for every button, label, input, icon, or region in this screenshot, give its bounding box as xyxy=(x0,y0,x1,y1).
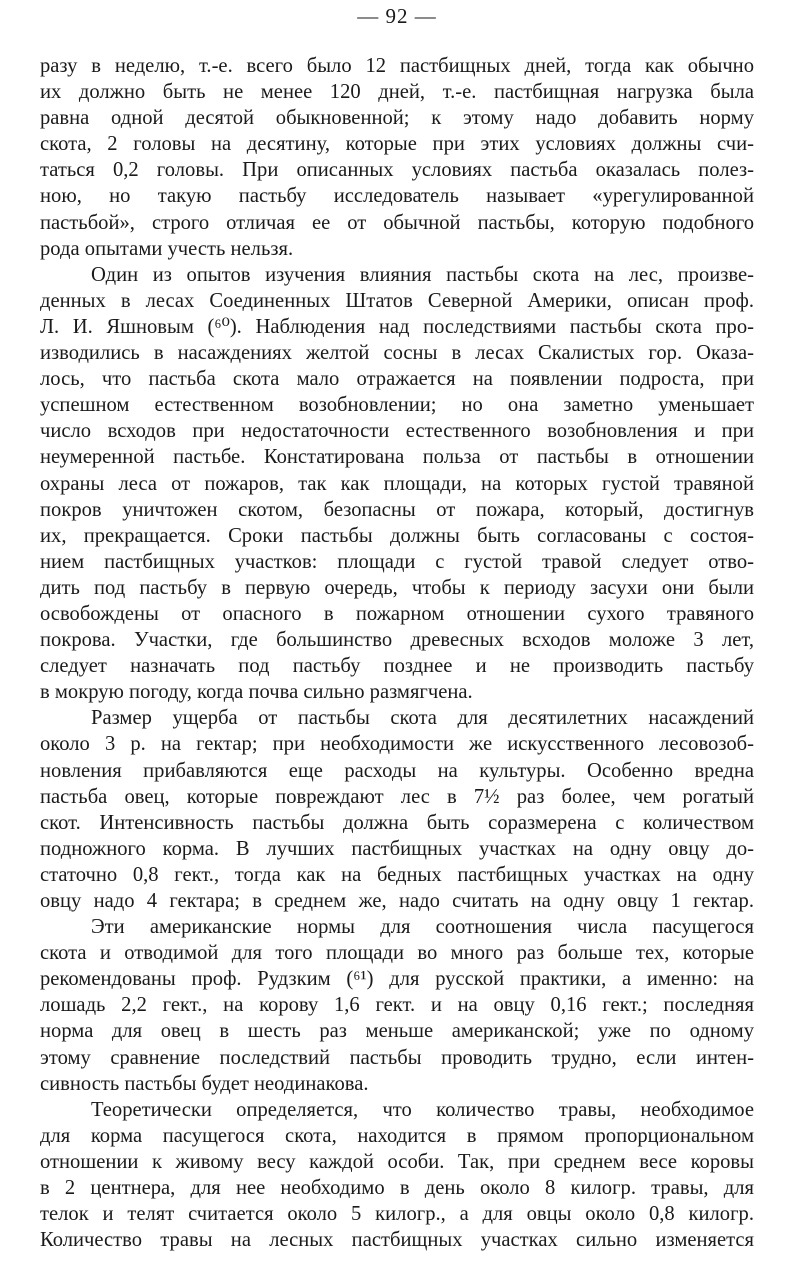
text-line: таться 0,2 головы. При описанных условиях пастьба оказалась полез- xyxy=(40,159,754,182)
text-line: телок и телят считается около 5 килогр., а для овцы около 0,8 килогр. xyxy=(40,1203,754,1226)
page-number: — 92 — xyxy=(357,4,437,28)
text-line: ною, но такую пастьбу исследователь называет «урегулированной xyxy=(40,185,754,208)
text-line: лошадь 2,2 гект., на корову 1,6 гект. и на овцу 0,16 гект.; последняя xyxy=(40,994,754,1017)
text-line: статочно 0,8 гект., тогда как на бедных пастбищных участках на одну xyxy=(40,863,754,886)
text-line: рекомендованы проф. Рудзким (⁶¹) для русской практики, а именно: на xyxy=(40,968,754,991)
text-line: Л. И. Яшновым (⁶⁰). Наблюдения над последствиями пастьбы скота про- xyxy=(40,315,754,338)
text-line: рода опытами учесть нельзя. xyxy=(40,237,294,260)
text-line: изводились в насаждениях желтой сосны в лесах Скалистых гор. Оказа- xyxy=(40,342,754,365)
text-line: подножного корма. В лучших пастбищных участках на одну овцу до- xyxy=(40,837,754,860)
text-line: денных в лесах Соединенных Штатов Северной Америки, описан проф. xyxy=(40,289,754,312)
text-line: дить под пастьбу в первую очередь, чтобы к периоду засухи они были xyxy=(40,576,754,599)
text-line: разу в неделю, т.-е. всего было 12 пастбищных дней, тогда как обычно xyxy=(40,55,754,77)
text-line: для корма пасущегося скота, находится в прямом пропорциональном xyxy=(40,1124,754,1147)
text-line: в 2 центнера, для нее необходимо в день около 8 килогр. травы, для xyxy=(40,1177,754,1200)
text-line: неумеренной пастьбе. Констатирована польза от пастьбы в отношении xyxy=(40,446,754,469)
text-line: их, прекращается. Сроки пастьбы должны быть согласованы с состоя- xyxy=(40,524,754,547)
document-page xyxy=(40,0,754,1265)
text-line: лось, что пастьба скота мало отражается на появлении подроста, при xyxy=(40,368,754,391)
text-line: охраны леса от пожаров, так как площади, на которых густой травяной xyxy=(40,472,754,495)
text-line: новления прибавляются еще расходы на культуры. Особенно вредна xyxy=(40,759,754,782)
text-line: отношении к живому весу каждой особи. Так, при среднем весе коровы xyxy=(40,1150,754,1173)
text-line: освобождены от опасного в пожарном отношении сухого травяного xyxy=(40,602,754,625)
text-line: покров уничтожен скотом, безопасны от пожара, который, достигнув xyxy=(40,498,754,521)
text-line: норма для овец в шесть раз меньше американской; уже по одному xyxy=(40,1020,754,1043)
text-line: пастьбой», строго отличая ее от обычной пастьбы, которую подобного xyxy=(40,211,754,234)
text-line: нием пастбищных участков: площади с густой травой следует отво- xyxy=(40,550,754,573)
text-line: число всходов при недостаточности естественного возобновления и при xyxy=(40,420,754,443)
text-line: Один из опытов изучения влияния пастьбы скота на лес, произве- xyxy=(91,263,754,286)
text-line: этому сравнение последствий пастьбы проводить трудно, если интен- xyxy=(40,1046,754,1069)
text-line: пастьба овец, которые повреждают лес в 7½ раз более, чем рогатый xyxy=(40,785,754,808)
text-line: сивность пастьбы будет неодинакова. xyxy=(40,1072,369,1095)
text-line: около 3 р. на гектар; при необходимости же искусственного лесовозоб- xyxy=(40,733,754,756)
text-line: покрова. Участки, где большинство древесных всходов моложе 3 лет, xyxy=(40,629,754,652)
body-text xyxy=(40,53,754,1253)
text-line: Количество травы на лесных пастбищных участках сильно изменяется xyxy=(40,1229,754,1252)
text-line: следует назначать под пастьбу позднее и не производить пастьбу xyxy=(40,655,754,678)
text-line: Эти американские нормы для соотношения числа пасущегося xyxy=(91,916,754,939)
text-line: скота, 2 головы на десятину, которые при этих условиях должны счи- xyxy=(40,133,754,156)
text-line: скот. Интенсивность пастьбы должна быть соразмерена с количеством xyxy=(40,811,754,834)
text-line: успешном естественном возобновлении; но она заметно уменьшает xyxy=(40,394,754,417)
text-line: их должно быть не менее 120 дней, т.-е. пастбищная нагрузка была xyxy=(40,81,754,104)
text-line: Размер ущерба от пастьбы скота для десятилетних насаждений xyxy=(91,707,754,730)
text-line: в мокрую погоду, когда почва сильно размягчена. xyxy=(40,681,473,704)
text-line: овцу надо 4 гектара; в среднем же, надо считать на одну овцу 1 гектар. xyxy=(40,890,754,912)
text-line: Теоретически определяется, что количество травы, необходимое xyxy=(91,1098,754,1121)
text-line: скота и отводимой для того площади во много раз больше тех, которые xyxy=(40,942,754,965)
text-line: равна одной десятой обыкновенной; к этому надо добавить норму xyxy=(40,107,754,130)
